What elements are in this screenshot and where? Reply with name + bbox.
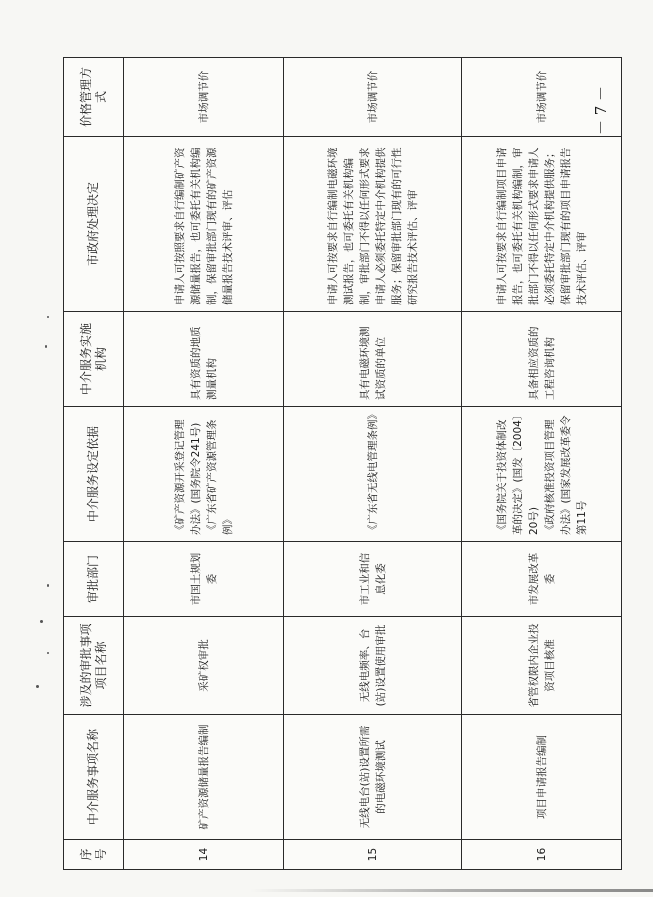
- intermediary-services-table: [63, 57, 622, 870]
- page-number: － 7 －: [592, 85, 611, 136]
- row-dept: 市发展改革委: [462, 542, 622, 617]
- scan-speck: [36, 685, 39, 688]
- scan-speck: [40, 620, 43, 623]
- header-basis: 中介服务设定依据: [64, 407, 124, 542]
- scan-speck: [47, 652, 49, 654]
- header-decision: 市政府处理决定: [64, 137, 124, 312]
- row-decision: 申请人可按照要求自行编制矿产资源储量报告，也可委托有关机构编制，保留审批部门现有的矿产资源储量报告技术评审、评估: [124, 137, 284, 312]
- row-dept: 市工业和信息化委: [284, 542, 462, 617]
- row-agency: 具有电磁环境测试资质的单位: [284, 312, 462, 407]
- row-decision: 申请人可按要求自行编制项目申请报告，也可委托有关机构编制，审批部门不得以任何形式要求申请人必须委托特定中介机构提供服务；保留审批部门现有的项目申请报告技术评估、评审: [462, 137, 622, 312]
- table-header-row: [64, 58, 124, 870]
- row-approval-item: 采矿权审批: [124, 617, 284, 715]
- scan-speck: [47, 316, 49, 318]
- row-no: 15: [284, 840, 462, 870]
- row-basis: 《国务院关于投资体制改革的决定》(国发〔2004〕20号) 《政府核准投资项目管理办法》(国家发展改革委令第11号: [462, 407, 622, 542]
- scan-speck: [45, 345, 47, 348]
- row-price: 市场调节价: [284, 58, 462, 137]
- row-approval-item: 省管权限内企业投资项目核准: [462, 617, 622, 715]
- header-agency: 中介服务实施机构: [64, 312, 124, 407]
- row-approval-item: 无线电频率、台(站)设置使用审批: [284, 617, 462, 715]
- row-price: 市场调节价: [462, 58, 622, 137]
- row-basis: 《广东省无线电管理条例》: [284, 407, 462, 542]
- row-price: 市场调节价: [124, 58, 284, 137]
- scan-speck: [47, 584, 49, 587]
- rotated-table-page: [63, 58, 621, 870]
- row-agency: 具有资质的地质测量机构: [124, 312, 284, 407]
- header-no: 序号: [64, 840, 124, 870]
- header-approval-item: 涉及的审批事项项目名称: [64, 617, 124, 715]
- table-row: [124, 58, 284, 870]
- row-basis: 《矿产资源开采登记管理办法》(国务院令241号) 《广东省矿产资源管理条例》: [124, 407, 284, 542]
- row-no: 14: [124, 840, 284, 870]
- table-row: [462, 58, 622, 870]
- row-name: 无线电台(站)设置所需的电磁环境测试: [284, 715, 462, 840]
- header-name: 中介服务事项名称: [64, 715, 124, 840]
- row-dept: 市国土规划委: [124, 542, 284, 617]
- header-dept: 审批部门: [64, 542, 124, 617]
- row-decision: 申请人可按要求自行编制电磁环境测试报告，也可委托有关机构编制，审批部门不得以任何形式要求申请人必须委托特定中介机构提供服务；保留审批部门现有的可行性研究报告技术评估、评审: [284, 137, 462, 312]
- scan-edge-shadow: [250, 889, 653, 892]
- table-row: [284, 58, 462, 870]
- row-name: 矿产资源储量报告编制: [124, 715, 284, 840]
- row-no: 16: [462, 840, 622, 870]
- header-price: 价格管理方式: [64, 58, 124, 137]
- row-agency: 具备相应资质的工程咨询机构: [462, 312, 622, 407]
- row-name: 项目申请报告编制: [462, 715, 622, 840]
